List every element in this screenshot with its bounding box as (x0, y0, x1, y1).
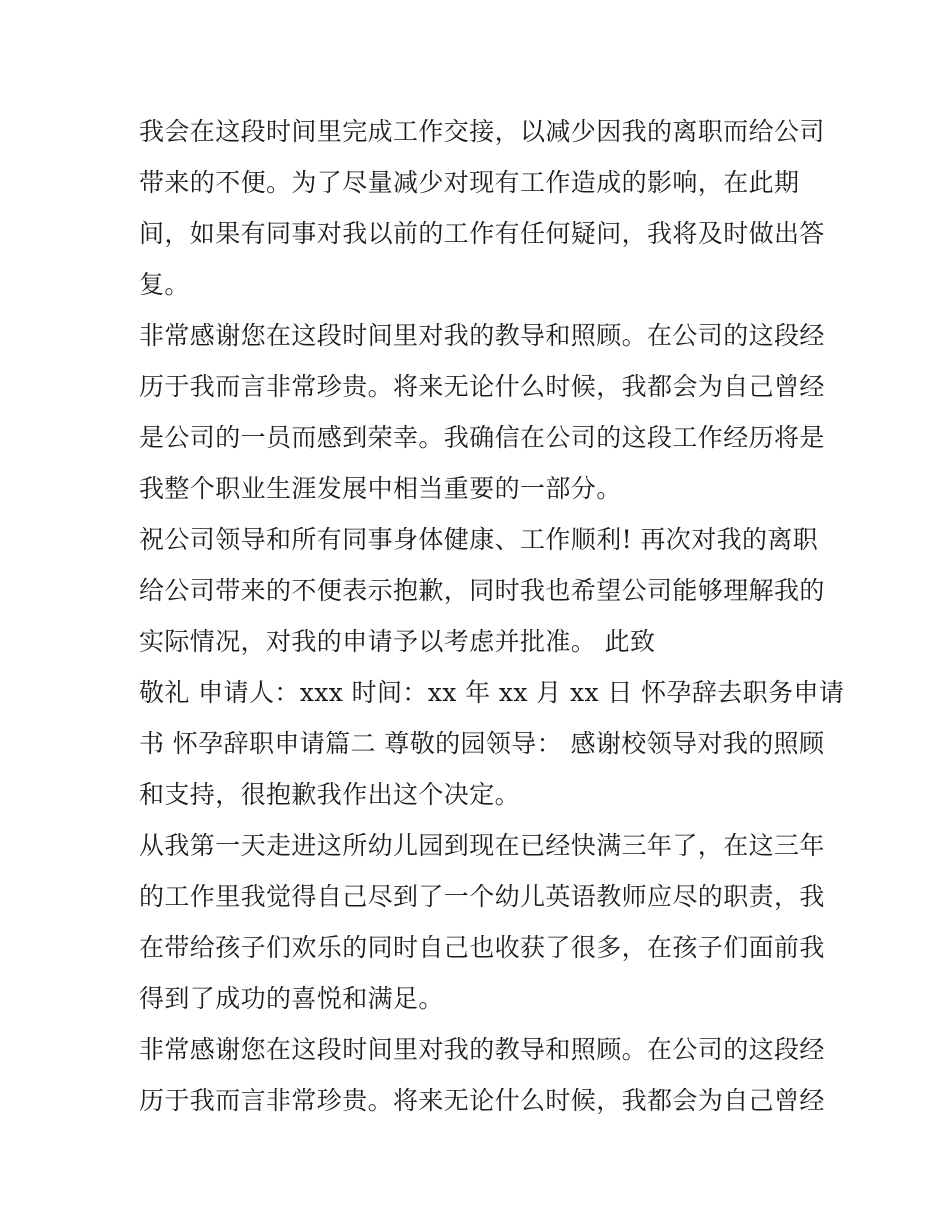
text-line: 敬礼 申请人：xxx 时间：xx 年 xx 月 xx 日 怀孕辞去职务申请 (139, 678, 845, 707)
text-line: 在带给孩子们欢乐的同时自己也收获了很多，在孩子们面前我 (139, 933, 825, 962)
text-line: 书 怀孕辞职申请篇二 尊敬的园领导： 感谢校领导对我的照顾 (139, 729, 825, 758)
text-line: 间，如果有同事对我以前的工作有任何疑问，我将及时做出答 (139, 219, 825, 248)
text-line: 是公司的一员而感到荣幸。我确信在公司的这段工作经历将是 (139, 423, 825, 452)
text-line: 我整个职业生涯发展中相当重要的一部分。 (139, 474, 622, 503)
text-line: 和支持，很抱歉我作出这个决定。 (139, 780, 521, 809)
text-line: 历于我而言非常珍贵。将来无论什么时候，我都会为自己曾经 (139, 372, 825, 401)
text-line: 非常感谢您在这段时间里对我的教导和照顾。在公司的这段经 (139, 1035, 825, 1064)
text-line: 从我第一天走进这所幼儿园到现在已经快满三年了，在这三年 (139, 831, 825, 860)
text-line: 我会在这段时间里完成工作交接，以减少因我的离职而给公司 (139, 117, 825, 146)
text-line: 非常感谢您在这段时间里对我的教导和照顾。在公司的这段经 (139, 321, 825, 350)
text-line: 复。 (139, 270, 190, 299)
text-line: 祝公司领导和所有同事身体健康、工作顺利! 再次对我的离职 (139, 525, 819, 554)
document-body (139, 106, 845, 1126)
text-line: 实际情况，对我的申请予以考虑并批准。 此致 (139, 627, 656, 656)
text-line: 的工作里我觉得自己尽到了一个幼儿英语教师应尽的职责，我 (139, 882, 825, 911)
text-line: 得到了成功的喜悦和满足。 (139, 984, 444, 1013)
text-line: 带来的不便。为了尽量减少对现有工作造成的影响，在此期 (139, 168, 800, 197)
text-line: 历于我而言非常珍贵。将来无论什么时候，我都会为自己曾经 (139, 1086, 825, 1115)
text-line: 给公司带来的不便表示抱歉，同时我也希望公司能够理解我的 (139, 576, 825, 605)
